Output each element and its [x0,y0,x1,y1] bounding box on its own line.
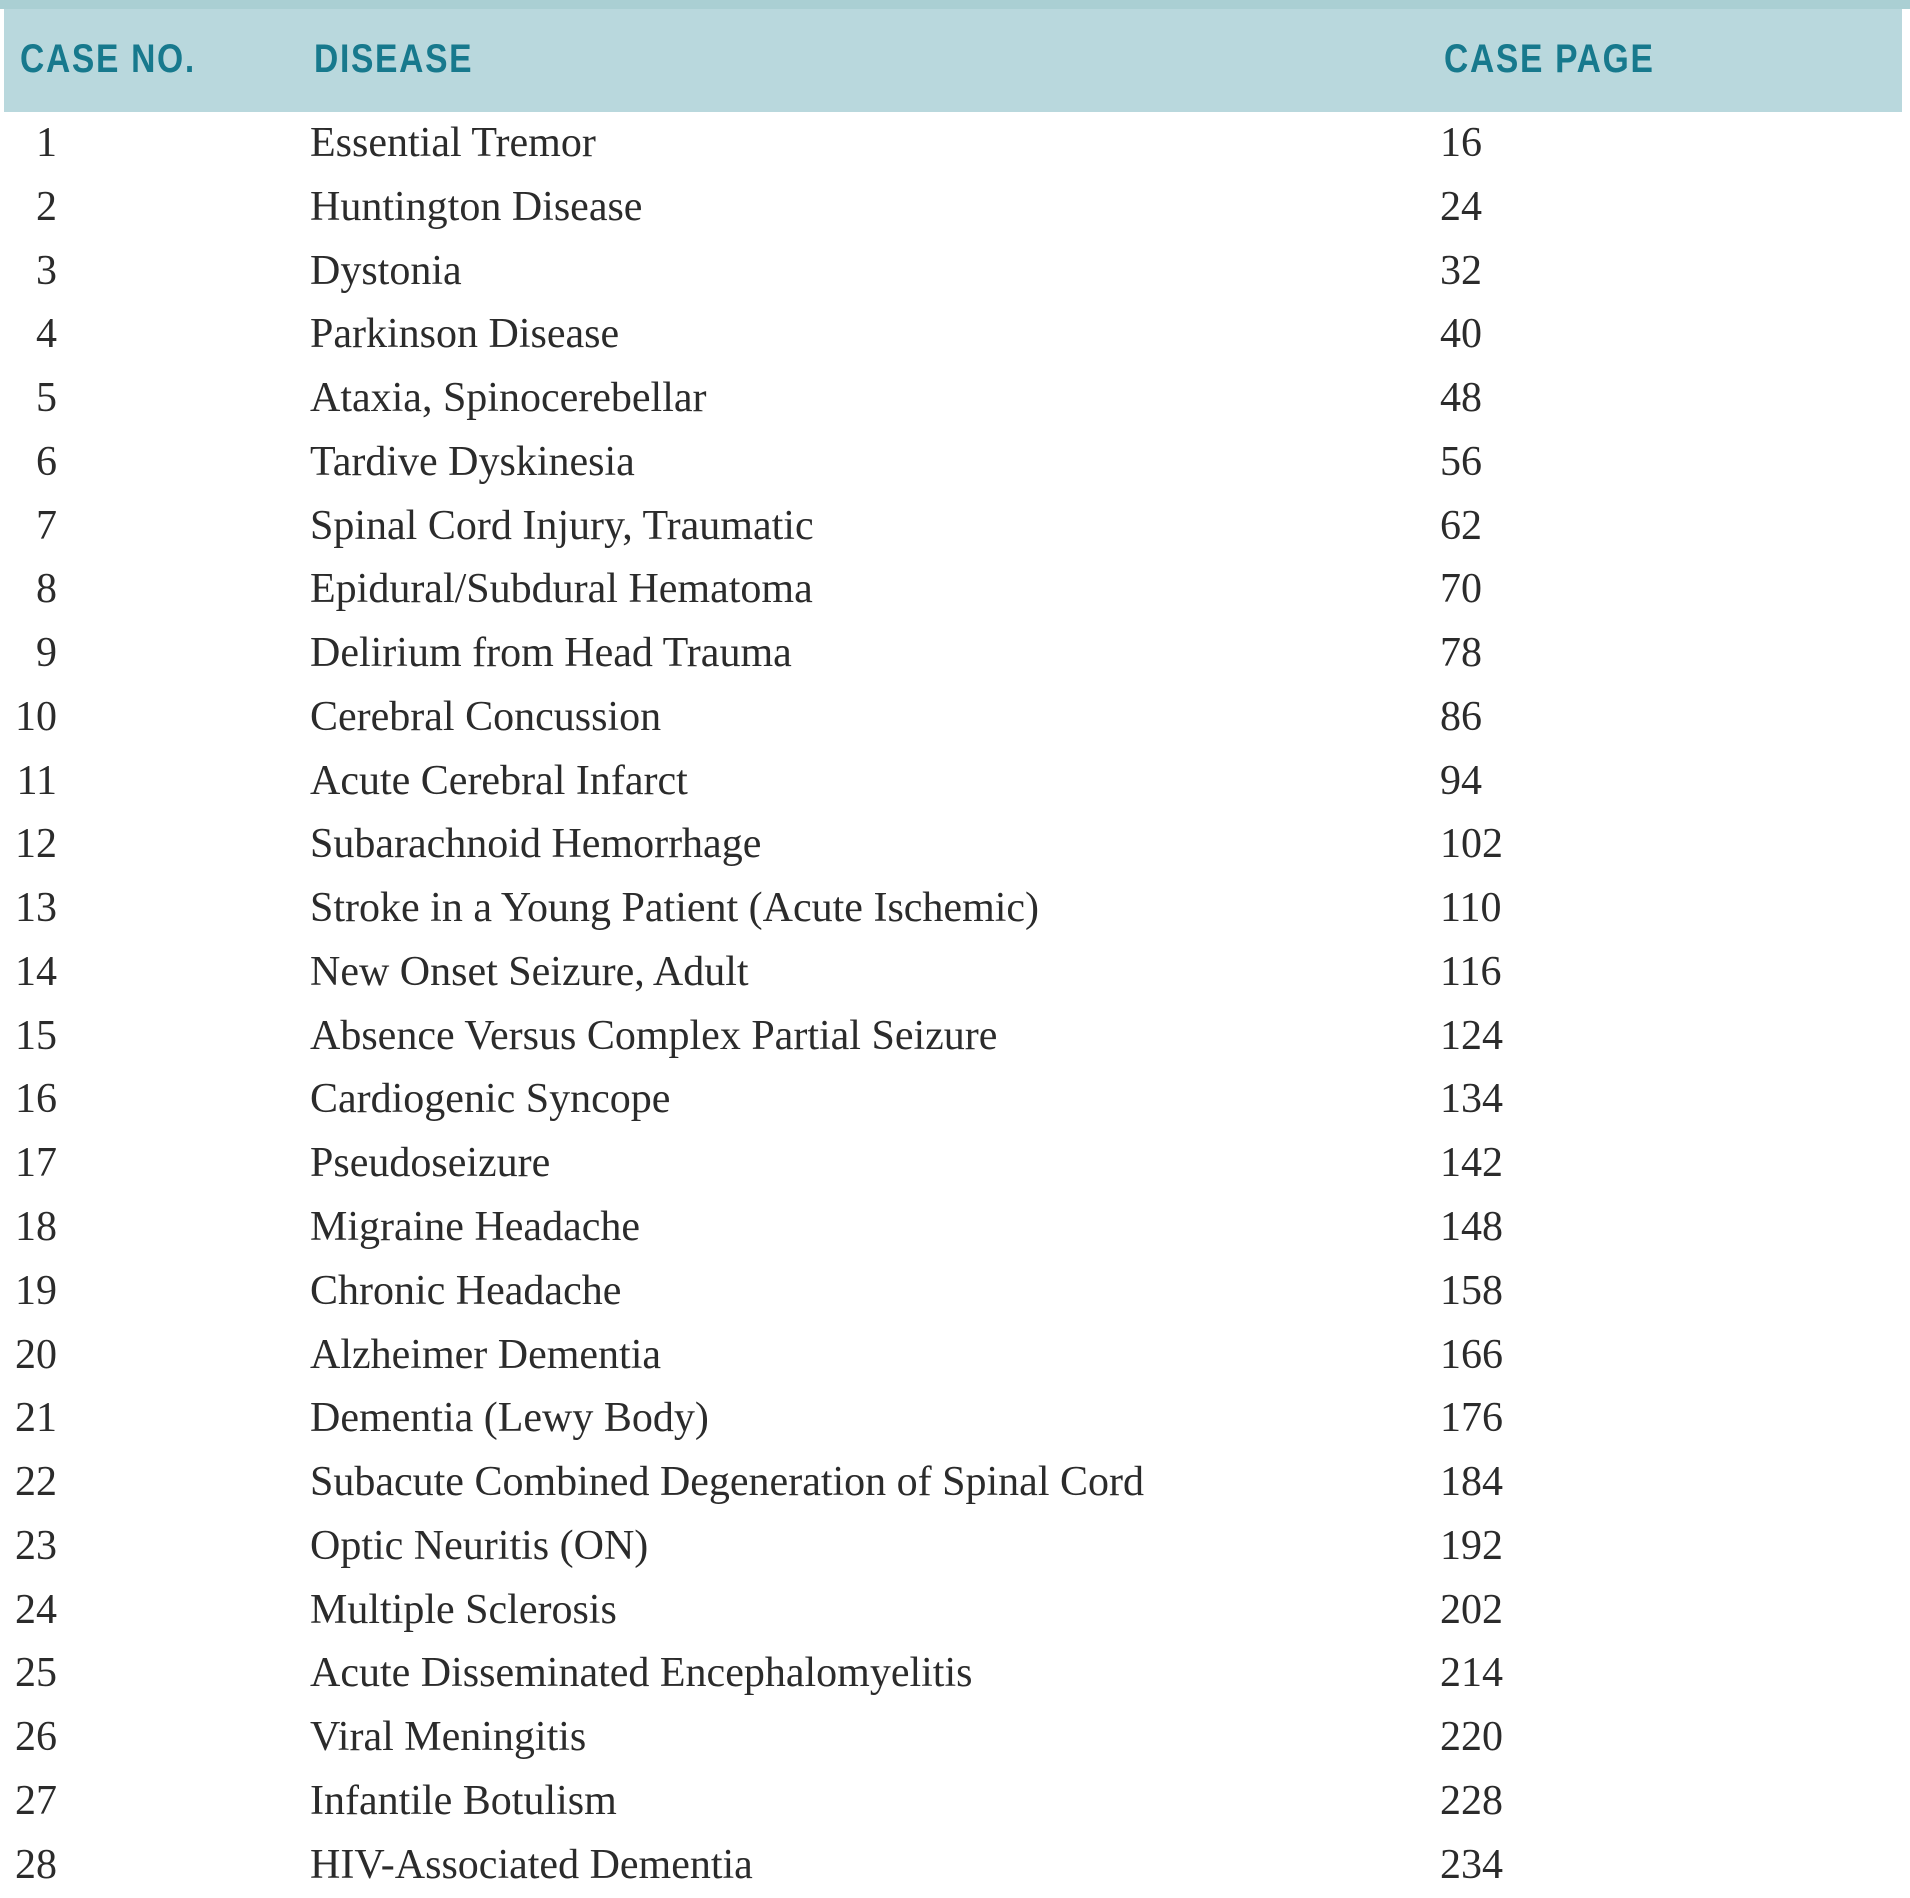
table-row [0,750,1910,814]
case-number: 11 [16,757,57,804]
case-page-number: 134 [1440,1076,1503,1123]
case-number: 3 [36,247,57,294]
case-number: 28 [15,1841,57,1888]
disease-name: Alzheimer Dementia [310,1331,662,1378]
case-page-number: 48 [1440,375,1482,422]
table-row [0,112,1910,176]
table-row [0,1579,1910,1643]
case-page-number: 70 [1440,566,1482,613]
table-row [0,941,1910,1005]
case-page-number: 56 [1440,438,1482,485]
case-page-number: 116 [1440,948,1502,995]
case-number: 18 [15,1204,57,1251]
table-row [0,1387,1910,1451]
case-page-number: 142 [1440,1140,1503,1187]
case-page-number: 184 [1440,1459,1503,1506]
case-number: 15 [15,1012,57,1059]
case-page-number: 148 [1440,1204,1503,1251]
case-list [0,112,1910,1898]
case-number: 5 [36,375,57,422]
table-row [0,1770,1910,1834]
table-row [0,1642,1910,1706]
disease-name: Tardive Dyskinesia [310,438,635,485]
case-page-number: 176 [1440,1395,1503,1442]
table-row [0,1706,1910,1770]
table-row [0,1132,1910,1196]
case-page-number: 166 [1440,1331,1503,1378]
case-page-number: 124 [1440,1012,1503,1059]
case-number: 7 [36,502,57,549]
disease-name: Epidural/Subdural Hematoma [310,566,813,613]
disease-name: Viral Meningitis [310,1714,587,1761]
disease-name: Chronic Headache [310,1267,622,1314]
table-row [0,1196,1910,1260]
disease-name: Essential Tremor [310,120,596,166]
disease-name: Dystonia [310,247,462,294]
table-row [0,1834,1910,1898]
case-number: 20 [15,1331,57,1378]
case-number: 22 [15,1459,57,1506]
case-number: 17 [15,1140,57,1187]
table-row [0,686,1910,750]
disease-name: Huntington Disease [310,183,643,230]
table-row [0,431,1910,495]
table-row [0,1005,1910,1069]
disease-name: Acute Cerebral Infarct [310,757,688,804]
case-number: 1 [36,120,57,166]
case-number: 9 [36,630,57,677]
disease-name: Acute Disseminated Encephalomyelitis [310,1650,973,1697]
disease-name: Optic Neuritis (ON) [310,1522,649,1569]
disease-name: Subacute Combined Degeneration of Spinal Cord [310,1459,1144,1506]
case-page-number: 40 [1440,311,1482,358]
case-page-number: 158 [1440,1267,1503,1314]
column-header-disease [314,0,504,112]
case-number: 8 [36,566,57,613]
disease-name: Subarachnoid Hemorrhage [310,821,762,868]
disease-name: Infantile Botulism [310,1777,617,1824]
disease-name: Cardiogenic Syncope [310,1076,671,1123]
case-page-number: 102 [1440,821,1503,868]
disease-name: Migraine Headache [310,1204,640,1251]
table-row [0,303,1910,367]
table-row [0,240,1910,304]
case-number: 25 [15,1650,57,1697]
table-row [0,1260,1910,1324]
column-header-case-page-label: CASE PAGE [1444,36,1655,81]
disease-name: Pseudoseizure [310,1140,551,1187]
case-page-number: 32 [1440,247,1482,294]
table-row [0,1515,1910,1579]
table-row [0,813,1910,877]
column-header-case-page [1444,0,1695,112]
table-row [0,622,1910,686]
case-page-number: 110 [1440,885,1502,932]
case-number: 27 [15,1777,57,1824]
case-page-number: 220 [1440,1714,1503,1761]
case-page-number: 202 [1440,1586,1503,1633]
disease-name: Ataxia, Spinocerebellar [310,375,707,422]
disease-name: Parkinson Disease [310,311,620,358]
table-row [0,1451,1910,1515]
disease-name: Cerebral Concussion [310,693,662,740]
case-number: 4 [36,311,57,358]
case-page-number: 192 [1440,1522,1503,1569]
column-header-case-no [20,0,229,112]
case-number: 2 [36,183,57,230]
case-number: 10 [15,693,57,740]
case-number: 6 [36,438,57,485]
case-number: 23 [15,1522,57,1569]
table-row [0,877,1910,941]
case-number: 12 [15,821,57,868]
case-page-number: 228 [1440,1777,1503,1824]
case-page-number: 214 [1440,1650,1503,1697]
case-page-number: 78 [1440,630,1482,677]
case-number: 14 [15,948,57,995]
case-number: 24 [15,1586,57,1633]
case-number: 16 [15,1076,57,1123]
case-page-number: 16 [1440,120,1482,166]
case-page-number: 24 [1440,183,1482,230]
disease-name: Dementia (Lewy Body) [310,1395,709,1442]
disease-name: Stroke in a Young Patient (Acute Ischemic) [310,885,1040,932]
table-row [0,495,1910,559]
case-page-number: 62 [1440,502,1482,549]
disease-name: Delirium from Head Trauma [310,630,792,677]
case-page-number: 234 [1440,1841,1503,1888]
disease-name: Multiple Sclerosis [310,1586,617,1633]
case-number: 19 [15,1267,57,1314]
table-header [4,0,1902,112]
case-page-number: 94 [1440,757,1482,804]
column-header-case-no-label: CASE NO. [20,36,196,81]
table-row [0,1068,1910,1132]
table-row [0,1324,1910,1388]
column-header-disease-label: DISEASE [314,36,474,81]
disease-name: New Onset Seizure, Adult [310,948,749,995]
case-number: 26 [15,1714,57,1761]
table-row [0,558,1910,622]
case-page-number: 86 [1440,693,1482,740]
case-number: 21 [15,1395,57,1442]
disease-name: Absence Versus Complex Partial Seizure [310,1012,998,1059]
disease-name: Spinal Cord Injury, Traumatic [310,502,814,549]
disease-name: HIV-Associated Dementia [310,1841,753,1888]
case-number: 13 [15,885,57,932]
table-row [0,176,1910,240]
table-row [0,367,1910,431]
